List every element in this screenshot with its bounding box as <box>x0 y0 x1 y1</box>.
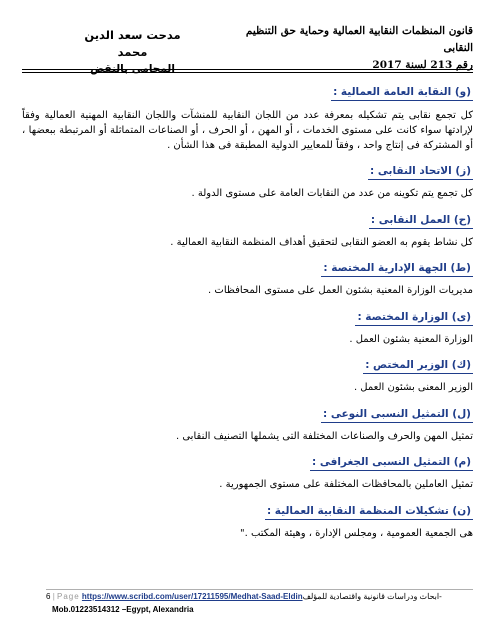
page-footer <box>46 591 473 615</box>
section-text: هى الجمعية العمومية ، ومجلس الإدارة ، وهيئة المكتب ." <box>240 527 473 539</box>
section <box>22 493 473 542</box>
section <box>22 250 473 299</box>
footer-author-note: ابحاث ودراسات قانونية واقتصادية للمؤلف- <box>302 592 442 601</box>
header-rule-thick <box>22 69 473 70</box>
section-text: الوزارة المعنية بشئون العمل . <box>349 333 473 345</box>
section-heading: (م) التمثيل النسبى الجغرافى : <box>310 455 473 471</box>
footer-contact: Mob.01223514312 –Egypt, Alexandria <box>52 605 194 614</box>
document-title-block <box>213 23 473 74</box>
section <box>22 202 473 251</box>
footer-rule <box>46 589 473 590</box>
page-number: 6 <box>46 592 51 601</box>
section-text: كل تجمع يتم تكوينه من عدد من النقابات العامة على مستوى الدولة . <box>191 188 473 199</box>
section <box>22 299 473 348</box>
footer-separator: | <box>52 592 55 601</box>
section-heading: (ك) الوزير المختص : <box>363 358 473 374</box>
header-rule-thin <box>22 72 473 73</box>
section-text: تمثيل المهن والحرف والصناعات المختلفة التى يشملها التصنيف النقابى . <box>175 430 473 442</box>
author-block <box>70 27 195 78</box>
section-heading: (و) النقابة العامة العمالية : <box>331 85 473 101</box>
author-profile-link[interactable]: https://www.scribd.com/user/17211595/Medhat-Saad-Eldin <box>81 592 303 601</box>
author-name: مدحت سعد الدين محمد <box>84 28 181 59</box>
section-heading: (ح) العمل النقابى : <box>369 213 473 229</box>
author-title: المحامى بالنقض <box>90 63 175 75</box>
section-text: كل تجمع نقابى يتم تشكيله بمعرفة عدد من اللجان النقابية للمنشآت واللجان النقابية المهنية العمالية وفقاً لإرادتها سواء كانت على مستوى الخدمات ، أو المهن ، أو الحرف ، أو الصناعات المتماثلة أو المرتبطة ببعضها ، أو المشتركة فى إنتاج واحد ، وفقاً للمعايير الدولية المطبقة فى هذا الشأن . <box>22 110 473 151</box>
section-heading: (ى) الوزارة المختصة : <box>355 310 473 326</box>
section <box>22 74 473 153</box>
section <box>22 396 473 445</box>
section <box>22 444 473 493</box>
section-text: الوزير المعنى بشئون العمل . <box>353 382 473 393</box>
section-text: تمثيل العاملين بالمحافظات المختلفة على مستوى الجمهورية . <box>219 479 473 490</box>
section-text: مديريات الوزارة المعنية بشئون العمل على مستوى المحافظات . <box>208 285 473 296</box>
section <box>22 347 473 396</box>
section-text: كل نشاط يقوم به العضو النقابى لتحقيق أهداف المنظمة النقابية العمالية . <box>170 236 473 248</box>
law-number: رقم 213 لسنة 2017 <box>372 59 473 71</box>
section-heading: (ز) الاتحاد النقابى : <box>368 164 473 180</box>
document-body <box>22 74 473 541</box>
section-heading: (ل) التمثيل النسبى النوعى : <box>321 407 473 423</box>
section-heading: (ط) الجهة الإدارية المختصة : <box>321 261 473 277</box>
document-title: قانون المنظمات النقابية العمالية وحماية حق التنظيم النقابى <box>245 25 473 54</box>
section-heading: (ن) تشكيلات المنظمة النقابية العمالية : <box>265 504 473 520</box>
section <box>22 153 473 202</box>
page-word: Page <box>57 592 80 601</box>
